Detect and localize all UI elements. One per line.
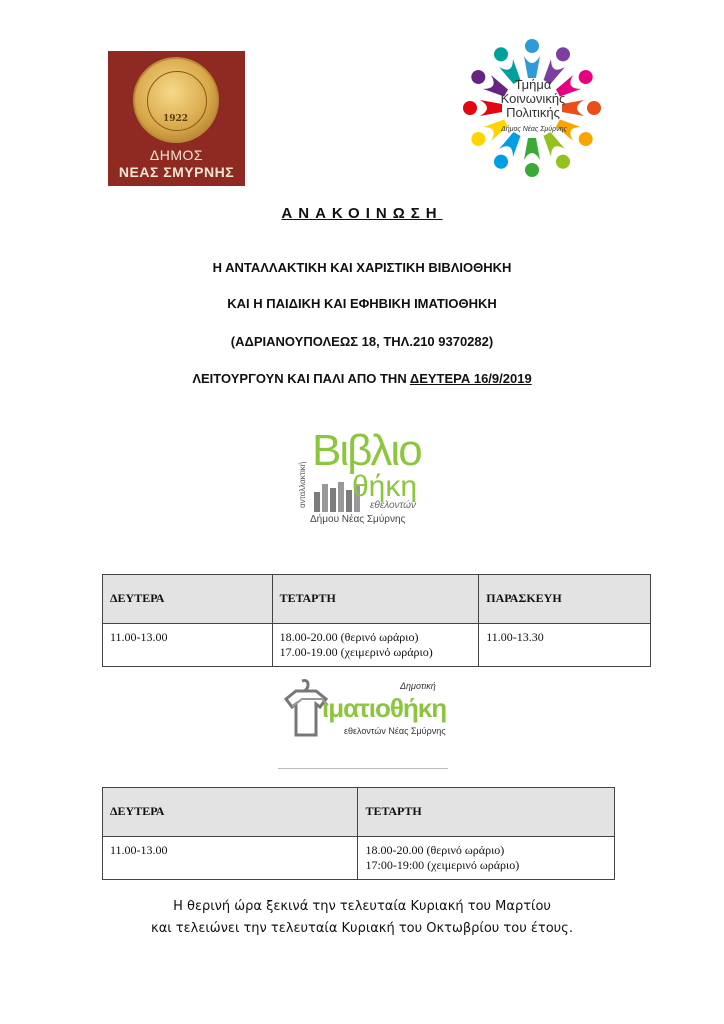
cell-wednesday: 18.00-20.00 (θερινό ωράριο) 17.00-19.00 (χειμερινό ωράριο) <box>272 624 479 667</box>
header-monday: ΔΕΥΤΕΡΑ <box>103 575 273 624</box>
library-schedule-table <box>102 574 651 667</box>
reopening-date: ΔΕΥΤΕΡΑ 16/9/2019 <box>409 371 532 386</box>
announcement-title: ΑΝΑΚΟΙΝΩΣΗ <box>281 205 443 222</box>
wardrobe-logo-sub: εθελοντών Νέας Σμύρνης <box>344 726 446 736</box>
reopening-prefix: ΛΕΙΤΟΥΡΓΟΥΝ ΚΑΙ ΠΑΛΙ ΑΠΟ ΤΗΝ <box>192 371 410 386</box>
wardrobe-logo <box>280 675 450 747</box>
library-logo-side: ανταλλακτική <box>298 461 307 508</box>
announcement-address: (ΑΔΡΙΑΝΟΥΠΟΛΕΩΣ 18, ΤΗΛ.210 9370282) <box>230 334 494 349</box>
wardrobe-logo-big: ιματιοθήκη <box>322 693 447 723</box>
wardrobe-schedule-table <box>102 787 615 880</box>
municipality-logo-line1: ΔΗΜΟΣ <box>149 147 204 163</box>
note-line-1: Η θερινή ώρα ξεκινά την τελευταία Κυριακή του Μαρτίου <box>173 899 551 914</box>
library-logo <box>290 426 430 530</box>
cell-friday: 11.00-13.30 <box>479 624 651 667</box>
header-wednesday: ΤΕΤΑΡΤΗ <box>272 575 479 624</box>
coin-year: 1922 <box>163 114 189 124</box>
social-policy-title: Τμήμα Κοινωνικής Πολιτικής <box>500 77 566 120</box>
municipality-logo <box>108 51 245 186</box>
header-wednesday: ΤΕΤΑΡΤΗ <box>358 788 615 837</box>
header-friday: ΠΑΡΑΣΚΕΥΗ <box>479 575 651 624</box>
library-logo-sub: εθελοντών <box>370 500 416 511</box>
announcement-line-2: ΚΑΙ Η ΠΑΙΔΙΚΗ ΚΑΙ ΕΦΗΒΙΚΗ ΙΜΑΤΙΟΘΗΚΗ <box>227 296 497 311</box>
municipality-logo-line2: ΝΕΑΣ ΣΜΥΡΝΗΣ <box>118 164 235 180</box>
table-row <box>103 624 651 667</box>
divider <box>278 768 448 769</box>
social-policy-logo <box>458 34 606 182</box>
table-header-row <box>103 575 651 624</box>
cell-monday: 11.00-13.00 <box>103 837 358 880</box>
library-logo-big1: Βιβλιο <box>312 426 421 475</box>
library-logo-bottom: Δήμου Νέας Σμύρνης <box>310 514 406 525</box>
header-monday: ΔΕΥΤΕΡΑ <box>103 788 358 837</box>
social-policy-subtitle: Δήμος Νέας Σμύρνης <box>501 126 567 133</box>
cell-monday: 11.00-13.00 <box>103 624 273 667</box>
announcement-line-1: Η ΑΝΤΑΛΛΑΚΤΙΚΗ ΚΑΙ ΧΑΡΙΣΤΙΚΗ ΒΙΒΛΙΟΘΗΚΗ <box>212 260 512 275</box>
coin-emblem-icon <box>133 57 219 143</box>
cell-wednesday: 18.00-20.00 (θερινό ωράριο) 17:00-19:00 (χειμερινό ωράριο) <box>358 837 615 880</box>
wardrobe-logo-top: Δημοτική <box>400 681 436 691</box>
table-row <box>103 837 615 880</box>
note-line-2: και τελειώνει την τελευταία Κυριακή του Οκτωβρίου του έτους. <box>151 921 573 936</box>
table-header-row <box>103 788 615 837</box>
library-logo-big2: θήκη <box>352 470 418 503</box>
announcement-reopening <box>0 371 724 386</box>
